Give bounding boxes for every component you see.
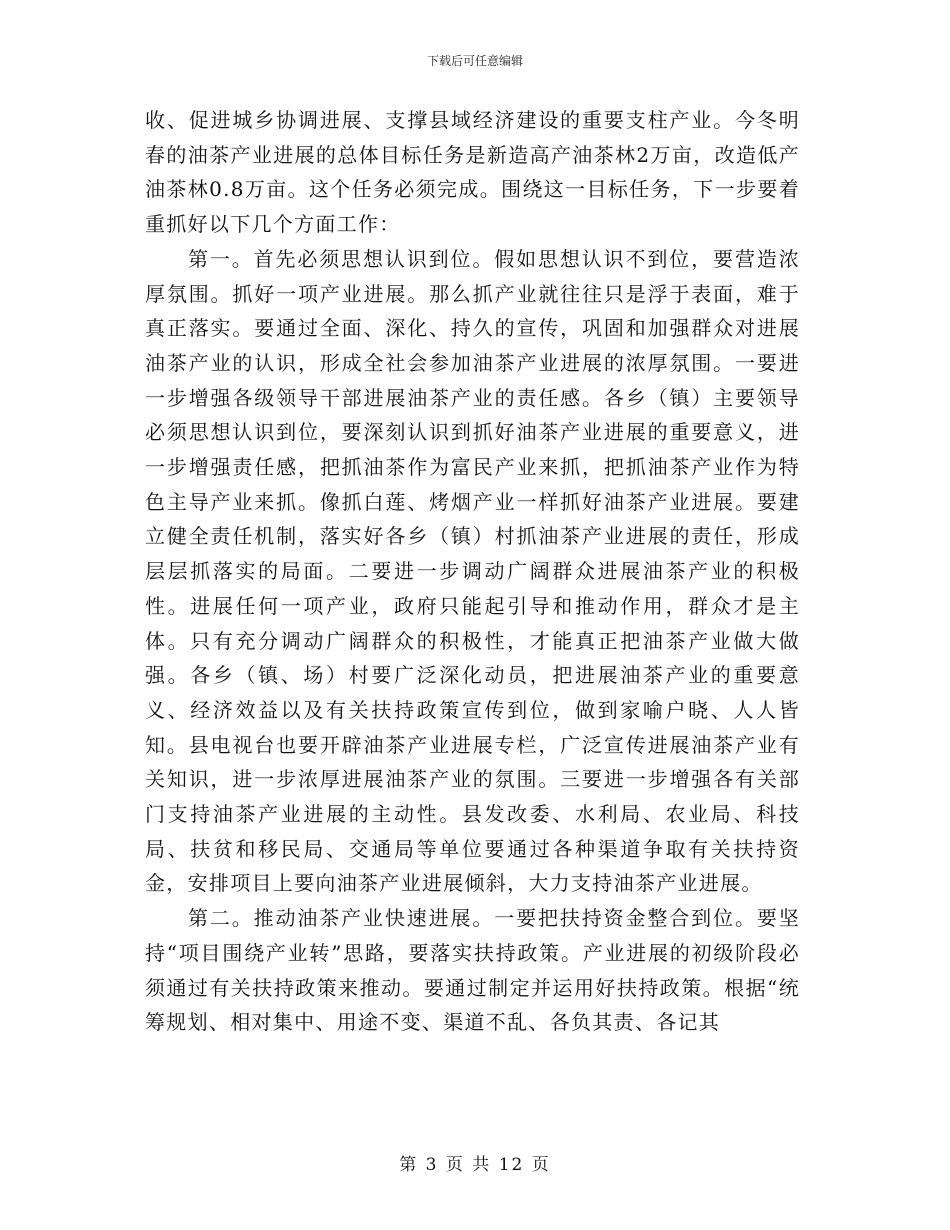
current-page-number: 3 [425, 1155, 439, 1175]
page-middle-text: 页 共 [445, 1155, 492, 1175]
page-header: 下载后可任意编辑 [426, 54, 523, 68]
document-body [145, 103, 800, 1040]
page-prefix: 第 [399, 1155, 419, 1175]
page-footer [0, 1153, 950, 1177]
paragraph-3: 第二。推动油茶产业快速进展。一要把扶持资金整合到位。要坚持“项目围绕产业转”思路，要落实扶持政策。产业进展的初级阶段必须通过有关扶持政策来推动。要通过制定并运用好扶持政策。根据“统筹规划、相对集中、用途不变、渠道不乱、各负其责、各记其 [145, 906, 800, 1035]
page-suffix: 页 [531, 1155, 551, 1175]
total-pages-number: 12 [498, 1155, 525, 1175]
paragraph-2: 第一。首先必须思想认识到位。假如思想认识不到位，要营造浓厚氛围。抓好一项产业进展。那么抓产业就往往只是浮于表面，难于真正落实。要通过全面、深化、持久的宣传，巩固和加强群众对进展油茶产业的认识，形成全社会参加油茶产业进展的浓厚氛围。一要进一步增强各级领导干部进展油茶产业的责任感。各乡（镇）主要领导必须思想认识到位，要深刻认识到抓好油茶产业进展的重要意义，进一步增强责任感，把抓油茶作为富民产业来抓，把抓油茶产业作为特色主导产业来抓。像抓白莲、烤烟产业一样抓好油茶产业进展。要建立健全责任机制，落实好各乡（镇）村抓油茶产业进展的责任，形成层层抓落实的局面。二要进一步调动广阔群众进展油茶产业的积极性。进展任何一项产业，政府只能起引导和推动作用，群众才是主体。只有充分调动广阔群众的积极性，才能真正把油茶产业做大做强。各乡（镇、场）村要广泛深化动员，把进展油茶产业的重要意义、经济效益以及有关扶持政策宣传到位，做到家喻户晓、人人皆知。县电视台也要开辟油茶产业进展专栏，广泛宣传进展油茶产业有关知识，进一步浓厚进展油茶产业的氛围。三要进一步增强各有关部门支持油茶产业进展的主动性。县发改委、水利局、农业局、科技局、扶贫和移民局、交通局等单位要通过各种渠道争取有关扶持资金，安排项目上要向油茶产业进展倾斜，大力支持油茶产业进展。 [145, 246, 800, 896]
paragraph-1: 收、促进城乡协调进展、支撑县域经济建设的重要支柱产业。今冬明春的油茶产业进展的总体目标任务是新造高产油茶林2万亩，改造低产油茶林0.8万亩。这个任务必须完成。围绕这一目标任务，下一步要着重抓好以下几个方面工作： [145, 108, 800, 237]
